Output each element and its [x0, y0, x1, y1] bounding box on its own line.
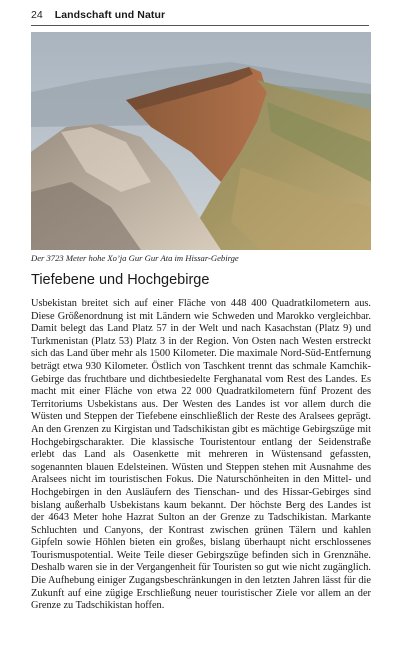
page-number: 24: [31, 9, 43, 21]
photo-illustration: [31, 32, 371, 250]
paragraph-text: Usbekistan breitet sich auf einer Fläche von 448 400 Quadratkilometern aus. Diese Größenordnung ist mit Ländern wie Schweden und Marokko vergleichbar. Damit belegt das Land Platz 57 in der Welt und nach Kasachstan (Platz 9) und Turkmenistan (Platz 53) Platz 3 in der Region. Von Osten nach Westen erstreckt sich das Land über mehr als 1500 Kilometer. Die maximale Nord-Süd-Entfernung beträgt etwa 930 Kilometer. Östlich von Taschkent trennt das schmale Kamchik-Gebirge das fruchtbare und dichtbesiedelte Ferghanatal vom Rest des Landes. Es macht mit einer Fläche von etwa 22 000 Quadratkilometern fünf Prozent des Territoriums Usbekistans aus. Der Westen des Landes ist vor allem durch die Wüsten und Steppen der Tiefebene einschließlich der Reste des Aralsees geprägt. An den Grenzen zu Kirgistan und Tadschikistan gibt es mächtige Gebirgszüge mit Hochgebirgscharakter. Die klassische Touristentour entlang der Seidenstraße erlebt das Land als Oasenkette mit mehreren in Wüstensand gefassten, sogenannten blauen Edelsteinen. Wüsten und Steppen stehen mit Ausnahme des Aralsees nicht im touristischen Fokus. Die Naturschönheiten in den Mittel- und Hochgebirgen in den Ausläufern des Tienschan- und des Hissar-Gebirges sind bislang außerhalb Usbekistans kaum bekannt. Der höchste Berg des Landes ist der 4643 Meter hohe Hazrat Sulton an der Grenze zu Tadschikistan. Markante Schluchten und Canyons, der Kontrast zwischen grünen Tälern und kahlen Gipfeln sowie Höhlen bieten ein großes, bislang überhaupt nicht erschlossenes Tourismuspotential. Weite Teile dieser Gebirgszüge befinden sich in Grenznähe. Deshalb waren sie in der Vergangenheit für Touristen so gut wie nicht zugänglich. Die Aufhebung einiger Zugangsbeschränkungen in den letzten Jahren lässt für die Zukunft auf eine zügige Erschließung neuer touristischer Ziele vor allem an der Grenze zu Tadschikistan hoffen.: [31, 298, 371, 612]
section-title: Landschaft und Natur: [54, 9, 166, 21]
body-paragraph: [31, 298, 371, 613]
header-rule: [31, 25, 369, 26]
mountain-ridge-photo: [31, 32, 371, 250]
section-heading: Tiefebene und Hochgebirge: [31, 272, 210, 288]
running-header: [31, 9, 369, 23]
photo-caption: Der 3723 Meter hohe Xo’ja Gur Gur Ata im Hissar-Gebirge: [31, 253, 239, 263]
